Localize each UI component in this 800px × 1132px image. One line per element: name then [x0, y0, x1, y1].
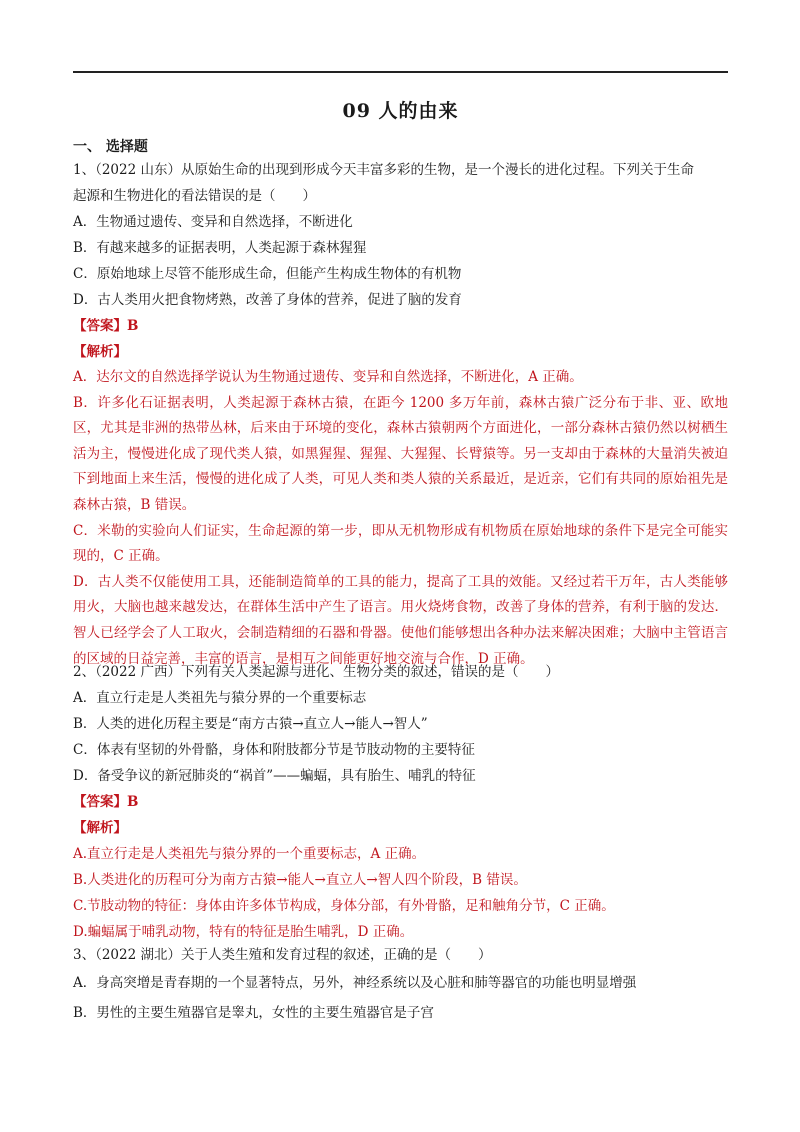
analysis-item: B.人类进化的历程可分为南方古猿→能人→直立人→智人四个阶段，B 错误。: [73, 872, 527, 888]
analysis-item: B．许多化石证据表明，人类起源于森林古猿，在距今 1200 多万年前，森林古猿广泛分布于非、亚、欧地区，尤其是非洲的热带丛林，后来由于环境的变化，森林古猿朝两个方面进化，一部分森林古猿仍然以树栖生活为主，慢慢进化成了现代类人猿，如黑猩猩、猩猩、大猩猩、长臂猿等。另一支却由于森林的大量消失被迫下到地面上来生活，慢慢的进化成了人类，可见人类和类人猿的关系最近，是近亲，它们有共同的原始祖先是森林古猿，B 错误。: [73, 394, 728, 513]
analysis-item: C.节肢动物的特征：身体由许多体节构成，身体分部，有外骨骼，足和触角分节，C 正确。: [73, 898, 615, 914]
question-stem: 1、（2022 山东）从原始生命的出现到形成今天丰富多彩的生物，是一个漫长的进化过程。下列关于生命: [73, 162, 694, 178]
question-1: [73, 157, 728, 672]
analysis-item: A．达尔文的自然选择学说认为生物通过遗传、变异和自然选择，不断进化，A 正确。: [73, 369, 583, 385]
question-stem: 起源和生物进化的看法错误的是（ ）: [73, 188, 316, 204]
option-a: A．直立行走是人类祖先与猿分界的一个重要标志: [73, 690, 367, 706]
question-stem: 3、（2022 湖北）关于人类生殖和发育过程的叙述，正确的是（ ）: [73, 947, 492, 963]
option-c: C．体表有坚韧的外骨骼，身体和附肢都分节是节肢动物的主要特征: [73, 742, 475, 758]
analysis-item: D．古人类不仅能使用工具，还能制造简单的工具的能力，提高了工具的效能。又经过若干万年，古人类能够用火，大脑也越来越发达，在群体生活中产生了语言。用火烧烤食物，改善了身体的营养，有利于脑的发达．智人已经学会了人工取火，会制造精细的石器和骨器。使他们能够想出各种办法来解决困难；大脑中主管语言的区域的日益完善，丰富的语言，是相互之间能更好地交流与合作，D 正确。: [73, 573, 728, 667]
analysis-label: 【解析】: [73, 344, 127, 360]
document-title: 09 人的由来: [342, 100, 459, 122]
option-a: A．身高突增是青春期的一个显著特点，另外，神经系统以及心脏和肺等器官的功能也明显增强: [73, 975, 637, 991]
answer-label: 【答案】B: [73, 318, 139, 334]
option-d: D．古人类用火把食物烤熟，改善了身体的营养，促进了脑的发育: [73, 292, 462, 308]
option-a: A．生物通过遗传、变异和自然选择，不断进化: [73, 214, 353, 230]
question-3: [73, 942, 728, 1028]
option-b: B．男性的主要生殖器官是睾丸，女性的主要生殖器官是子宫: [73, 1005, 434, 1021]
analysis-item: D.蝙蝠属于哺乳动物，特有的特征是胎生哺乳，D 正确。: [73, 924, 414, 940]
option-c: C．原始地球上尽管不能形成生命，但能产生构成生物体的有机物: [73, 266, 462, 282]
option-b: B．人类的进化历程主要是“南方古猿→直立人→能人→智人”: [73, 716, 428, 732]
analysis-item: A.直立行走是人类祖先与猿分界的一个重要标志，A 正确。: [73, 846, 426, 862]
option-d: D．备受争议的新冠肺炎的“祸首”——蝙蝠，具有胎生、哺乳的特征: [73, 768, 476, 784]
section-heading: 一、 选择题: [73, 139, 148, 155]
option-b: B．有越来越多的证据表明，人类起源于森林猩猩: [73, 240, 367, 256]
header-rule: [73, 71, 728, 73]
analysis-label: 【解析】: [73, 820, 127, 836]
analysis-item: C．米勒的实验向人们证实，生命起源的第一步，即从无机物形成有机物质在原始地球的条件下是完全可能实现的，C 正确。: [73, 522, 728, 565]
answer-label: 【答案】B: [73, 794, 139, 810]
question-2: [73, 659, 728, 945]
question-stem: 2、（2022 广西）下列有关人类起源与进化、生物分类的叙述，错误的是（ ）: [73, 664, 559, 680]
